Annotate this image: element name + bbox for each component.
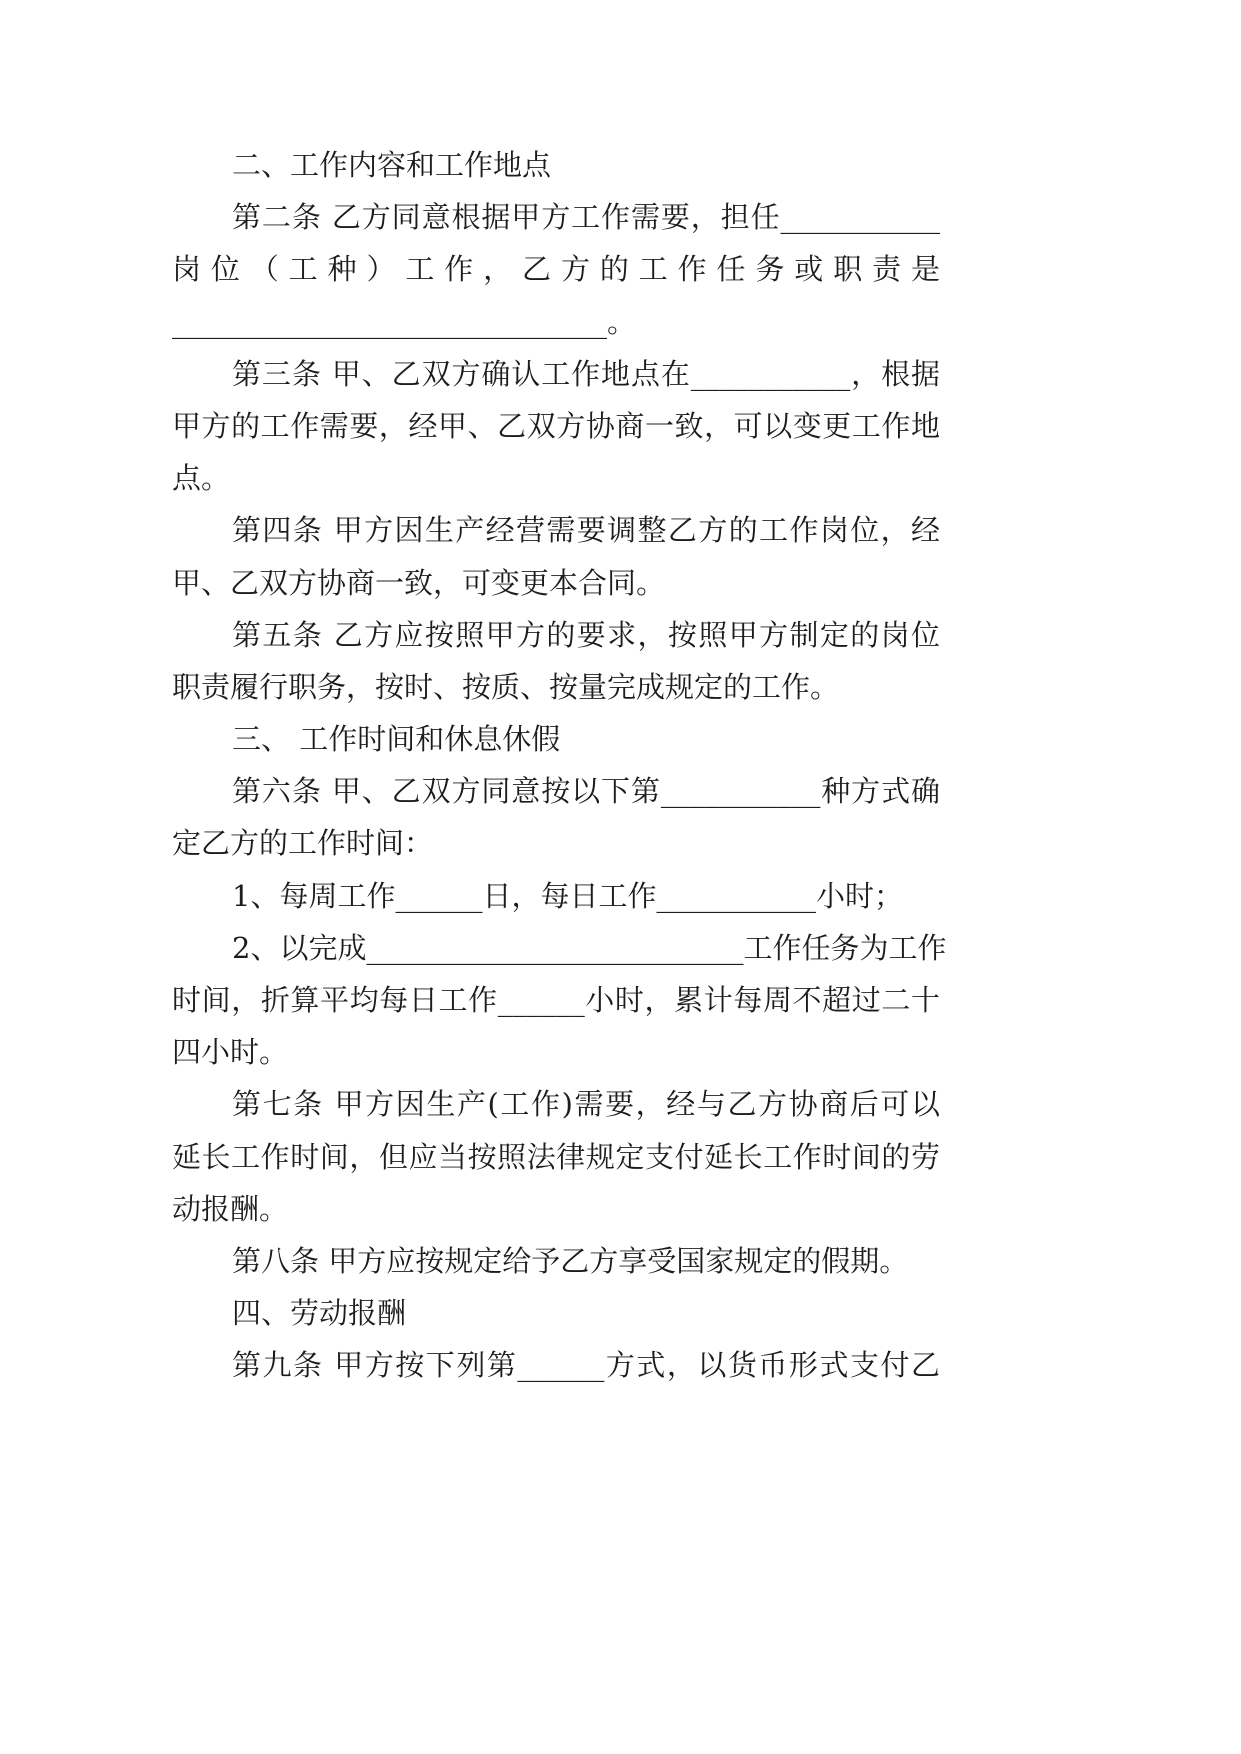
paragraph-line: 第七条 甲方因生产(工作)需要，经与乙方协商后可以 [232, 1087, 940, 1122]
paragraph-line: 点。 [172, 461, 231, 496]
paragraph [172, 139, 940, 191]
paragraph-line: 四小时。 [172, 1035, 289, 1070]
paragraph [172, 348, 940, 505]
paragraph [172, 870, 940, 922]
paragraph-line: 第六条 甲、乙双方同意按以下第___________种方式确 [232, 774, 940, 809]
paragraph-line: 职责履行职务，按时、按质、按量完成规定的工作。 [172, 669, 840, 704]
paragraph-line: 时间，折算平均每日工作______小时，累计每周不超过二十 [172, 983, 940, 1017]
paragraph-line: 甲、乙双方协商一致，可变更本合同。 [172, 565, 666, 600]
paragraph-line: 岗位（工种）工作，乙方的工作任务或职责是 [172, 252, 940, 287]
paragraph [172, 765, 940, 869]
paragraph-line: 1、每周工作______日，每日工作___________小时； [232, 878, 903, 913]
paragraph [172, 713, 940, 765]
paragraph [172, 609, 940, 713]
paragraph-line: 第九条 甲方按下列第______方式，以货币形式支付乙 [232, 1348, 940, 1383]
paragraph-line: 二、工作内容和工作地点 [232, 148, 552, 182]
paragraph [172, 1339, 940, 1391]
paragraph-line: 第五条 乙方应按照甲方的要求，按照甲方制定的岗位 [232, 617, 940, 652]
paragraph [172, 504, 940, 608]
document-body [172, 139, 947, 1392]
paragraph [172, 191, 940, 348]
paragraph-line: ______________________________。 [172, 304, 637, 339]
paragraph-line: 四、劳动报酬 [232, 1296, 407, 1331]
paragraph-line: 延长工作时间，但应当按照法律规定支付延长工作时间的劳 [172, 1139, 940, 1174]
paragraph-line: 第三条 甲、乙双方确认工作地点在___________，根据 [232, 356, 940, 391]
paragraph-line: 第二条 乙方同意根据甲方工作需要，担任___________ [232, 200, 940, 235]
paragraph-line: 第四条 甲方因生产经营需要调整乙方的工作岗位，经 [232, 513, 940, 548]
paragraph [172, 922, 947, 1079]
paragraph-line: 2、以完成__________________________工作任务为工作 [232, 930, 947, 965]
paragraph-line: 第八条 甲方应按规定给予乙方享受国家规定的假期。 [232, 1243, 909, 1278]
paragraph-line: 甲方的工作需要，经甲、乙双方协商一致，可以变更工作地 [172, 408, 940, 443]
paragraph-line: 三、 工作时间和休息休假 [232, 722, 561, 757]
paragraph [172, 1235, 940, 1287]
paragraph [172, 1287, 940, 1339]
paragraph [172, 1078, 940, 1235]
paragraph-line: 定乙方的工作时间： [172, 826, 434, 861]
paragraph-line: 动报酬。 [172, 1191, 289, 1226]
